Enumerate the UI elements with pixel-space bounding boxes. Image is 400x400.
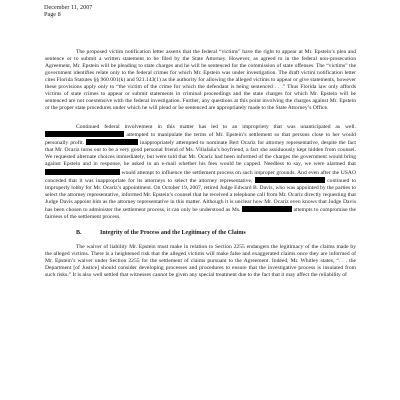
paragraph-text: attempted to manipulate the terms of Mr. Epstein’s settlement so that persons close to her would personally profit. bbox=[45, 132, 356, 147]
paragraph-text: would attempt to influence the settlement process on such improper grounds. And even after the USAO conceded that it was inappropriate for its attorneys to select the attorney representative, bbox=[45, 169, 356, 184]
header-page-number: Page 8 bbox=[44, 11, 61, 19]
section-heading bbox=[45, 230, 356, 236]
section-number: B. bbox=[76, 229, 82, 236]
paragraph-text: attempts to compromise the fairness of the settlement process. bbox=[45, 206, 356, 220]
redaction-box bbox=[45, 131, 124, 137]
letter-header bbox=[44, 4, 356, 19]
paragraph-waiver-of-liability: The waiver of liability Mr. Epstein must make in relation to Section 2255 endangers the legitimacy of the claims made by the alleged victims. There is a heightened risk that the alleged victims will make false and exaggerated claims once they are informed of Mr. Epstein’s waiver under Section 2255 for the settlement of claims pursuant to the Agreement. Indeed, Mr. Whitley states, “. . . the Department [of Justice] should consider developing processes and procedures to ensure that the investigative process is insulated from such risks.” It is also well settled that witnesses cannot be given any special treatment due to the fact that it may affect the reliability of bbox=[45, 243, 356, 279]
redaction-box bbox=[86, 139, 138, 145]
header-date: December 11, 2007 bbox=[44, 4, 93, 11]
redaction-box bbox=[242, 206, 292, 212]
paragraph-text: Continued federal involvement in this matter has led to an impropriety that was unanticipated as well. bbox=[76, 124, 356, 131]
paragraph-text: inappropriately attempted to nominate Bert Ocariz for attorney representative, despite the fact that Mr. Ocariz turns out to be a very good personal friend of Ms. Villafaña’s boyfriend, a fact she assiduously kept hidden from counsel. We requested alternate choices immediately, but were told that Mr. Ocariz had been informed of the charges the government would bring against Epstein and in response, he asked in an e-mail whether his fees would be capped. Needless to say, we were alarmed that bbox=[45, 140, 356, 168]
paragraph-text: continued to improperly lobby for Mr. Ocariz’s appointment. On October 19, 2007, retired Judge Edward B. Davis, who was appointed by the parties to select the attorney representative, informed Mr. Epstein’s counsel that he received a telephone call from Mr. Ocariz directly requesting that Judge Davis appoint him as the attorney representative in this matter. Although it is unclear how Mr. Ocariz even knows that Judge Davis has been chosen to administer the settlement process, it can only be understood as Ms. bbox=[45, 177, 357, 213]
redaction-box bbox=[255, 177, 325, 183]
section-title: Integrity of the Process and the Legitimacy of the Claims bbox=[100, 229, 246, 236]
paragraph-victim-notification: The proposed victim notification letter asserts that the federal “victims” have the right to appear at Mr. Epstein’s plea and sentence or to submit a written statement to be filed by the State Attorney. However, as agreed to in the federal non-prosecution Agreement, Mr. Epstein will be pleading to state charges and he will be sentenced for the commission of state offenses. The “victims” the government identifies relate only to the federal crimes for which Mr. Epstein was under investigation. The draft victim notification letter cites Florida Statutes §§ 960.001(k) and 921.143(1) as the authority for allowing the alleged victims to appear or give statements, however these provisions apply only to “the victim of the crime for which the defendant is being sentenced . . .” Thus Florida law only affords victims of state crimes to appear or submit statements in criminal proceedings and the state charges for which Mr. Epstein will be sentenced are not coextensive with the federal investigation. Further, any questions at this point involving the charges against Mr. Epstein or the proper state procedures under which he will plead or be sentenced are appropriately made to the State Attorney’s Office. bbox=[45, 48, 356, 112]
redaction-box bbox=[45, 169, 120, 175]
paragraph-federal-involvement bbox=[45, 124, 356, 221]
